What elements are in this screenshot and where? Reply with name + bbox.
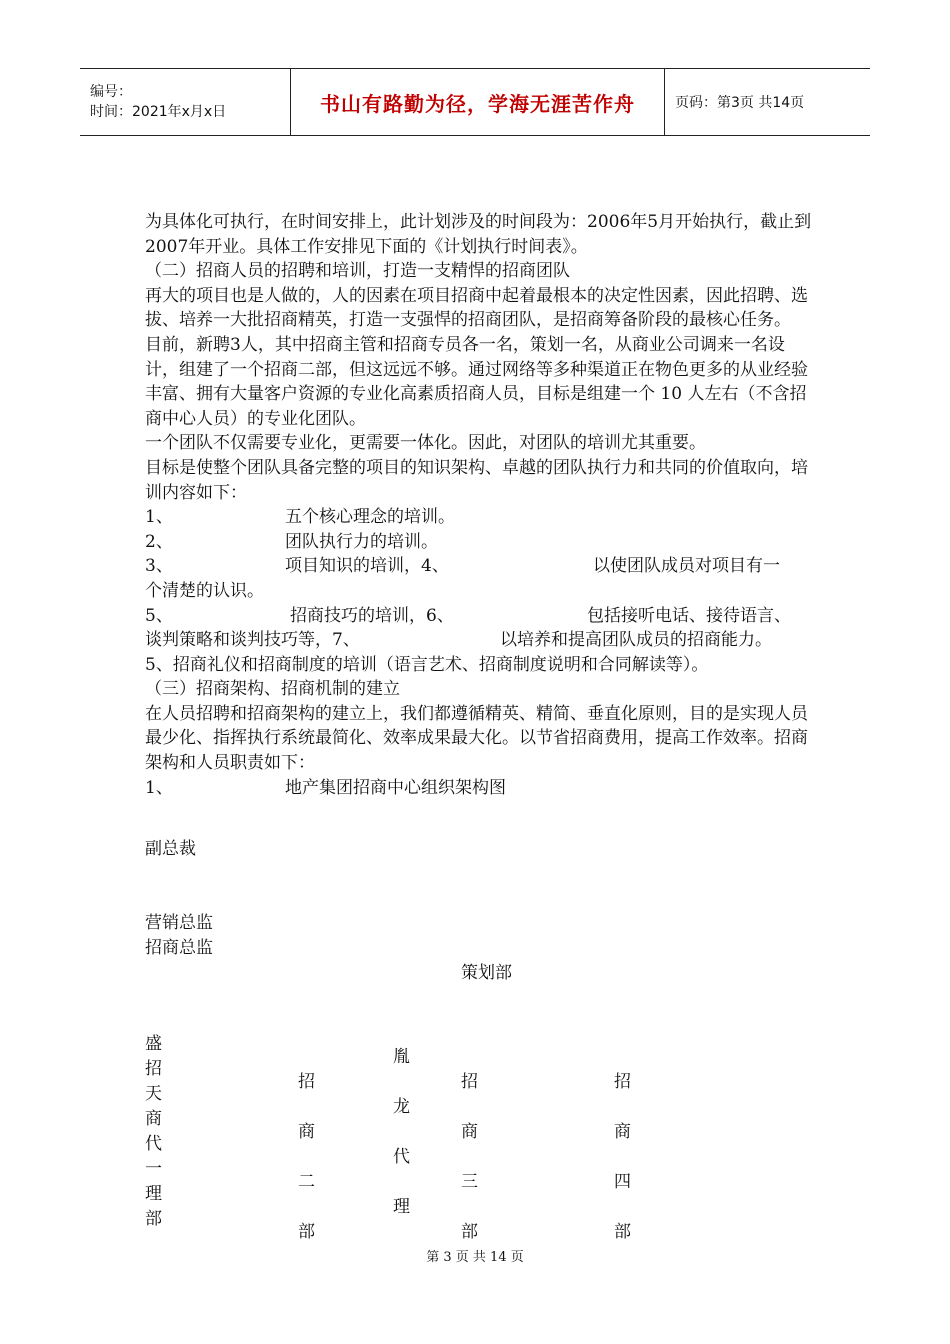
list-text: 招商技巧的培训，6、 xyxy=(290,605,454,626)
org-marketing-director: 营销总监 xyxy=(145,913,213,933)
paragraph: 一个团队不仅需要专业化，更需要一体化。因此，对团队的培训尤其重要。 xyxy=(145,433,706,454)
org-char: 理 xyxy=(145,1184,162,1204)
org-char: 招 xyxy=(145,1059,162,1079)
list-text: 五个核心理念的培训。 xyxy=(285,507,455,528)
page-footer: 第 3 页 共 14 页 xyxy=(426,1250,524,1265)
list-continuation: 个清楚的认识。 xyxy=(145,580,264,601)
document-body xyxy=(145,210,815,800)
org-char: 招 xyxy=(298,1072,315,1092)
time-label: 时间：2021年x月x日 xyxy=(90,104,227,120)
org-unit-dept3 xyxy=(461,1057,478,1257)
list-item: 5、招商礼仪和招商制度的培训（语言艺术、招商制度说明和合同解读等）。 xyxy=(145,654,709,675)
list-item xyxy=(145,628,815,653)
header-motto: 书山有路勤为径，学海无涯苦作舟 xyxy=(320,91,635,116)
list-number: 1、 xyxy=(145,777,173,798)
org-char: 三 xyxy=(461,1172,478,1192)
list-item xyxy=(145,776,815,801)
list-item xyxy=(145,604,815,629)
org-char: 部 xyxy=(145,1209,162,1229)
paragraph: 为具体化可执行，在时间安排上，此计划涉及的时间段为：2006年5月开始执行，截止到2007年开业。具体工作安排见下面的《计划执行时间表》。 xyxy=(145,212,812,257)
org-unit-dept2 xyxy=(298,1057,315,1257)
org-char: 商 xyxy=(298,1122,315,1142)
list-item xyxy=(145,530,815,555)
section-heading: （三）招商架构、招商机制的建立 xyxy=(145,679,400,700)
org-char: 商 xyxy=(614,1122,631,1142)
list-item xyxy=(145,554,815,579)
paragraph: 目前，新聘3人，其中招商主管和招商专员各一名，策划一名，从商业公司调来一名设计，组建了一个招商二部，但这远远不够。通过网络等多种渠道正在物色更多的从业经验丰富、拥有大量客户资源的专业化高素质招商人员，目标是组建一个 10 人左右（不含招商中心人员）的专业化团队。 xyxy=(145,334,808,429)
org-unit-yinlong xyxy=(393,1032,410,1232)
paragraph: 在人员招聘和招商架构的建立上，我们都遵循精英、精简、垂直化原则，目的是实现人员最少化、指挥执行系统最简化、效率成果最大化。以节省招商费用，提高工作效率。招商架构和人员职责如下： xyxy=(145,703,808,774)
org-unit-shengzhaotian xyxy=(145,1032,162,1232)
section-heading: （二）招商人员的招聘和培训，打造一支精悍的招商团队 xyxy=(145,261,570,282)
list-number: 3、 xyxy=(145,556,173,577)
org-char: 部 xyxy=(461,1222,478,1242)
list-text: 谈判策略和谈判技巧等，7、 xyxy=(145,630,360,651)
org-char: 部 xyxy=(298,1222,315,1242)
org-unit-dept4 xyxy=(614,1057,631,1257)
list-number: 5、 xyxy=(145,605,173,626)
org-char: 二 xyxy=(298,1172,315,1192)
header-page-cell xyxy=(665,69,871,136)
org-char: 招 xyxy=(461,1072,478,1092)
org-investment-director: 招商总监 xyxy=(145,938,213,958)
list-text-tail: 以培养和提高团队成员的招商能力。 xyxy=(500,630,772,651)
org-char: 招 xyxy=(614,1072,631,1092)
list-text: 团队执行力的培训。 xyxy=(285,531,438,552)
org-char: 理 xyxy=(393,1197,410,1217)
org-char: 代 xyxy=(145,1134,162,1154)
list-text-tail: 包括接听电话、接待语言、 xyxy=(587,605,791,626)
list-text-tail: 以使团队成员对项目有一 xyxy=(593,556,780,577)
paragraph: 目标是使整个团队具备完整的项目的知识架构、卓越的团队执行力和共同的价值取向，培训内容如下： xyxy=(145,457,808,503)
org-vp: 副总裁 xyxy=(145,839,196,859)
org-char: 商 xyxy=(461,1122,478,1142)
org-char: 盛 xyxy=(145,1034,162,1054)
org-char: 天 xyxy=(145,1084,162,1104)
list-number: 2、 xyxy=(145,531,173,552)
list-text: 地产集团招商中心组织架构图 xyxy=(285,777,506,798)
header-motto-cell xyxy=(291,69,665,136)
header-left-cell xyxy=(80,69,291,136)
page-header xyxy=(80,68,870,136)
org-char: 四 xyxy=(614,1172,631,1192)
page-label: 页码：第3页 共14页 xyxy=(675,95,805,111)
org-char: 胤 xyxy=(393,1047,410,1067)
org-char: 一 xyxy=(145,1159,162,1179)
paragraph: 再大的项目也是人做的，人的因素在项目招商中起着最根本的决定性因素，因此招聘、选拔、培养一大批招商精英，打造一支强悍的招商团队，是招商筹备阶段的最核心任务。 xyxy=(145,285,808,331)
org-char: 代 xyxy=(393,1147,410,1167)
org-char: 商 xyxy=(145,1109,162,1129)
list-number: 1、 xyxy=(145,507,173,528)
code-label: 编号： xyxy=(90,84,132,100)
org-planning-dept: 策划部 xyxy=(461,963,512,983)
list-item xyxy=(145,505,815,530)
list-text: 项目知识的培训，4、 xyxy=(285,556,449,577)
org-char: 部 xyxy=(614,1222,631,1242)
org-char: 龙 xyxy=(393,1097,410,1117)
